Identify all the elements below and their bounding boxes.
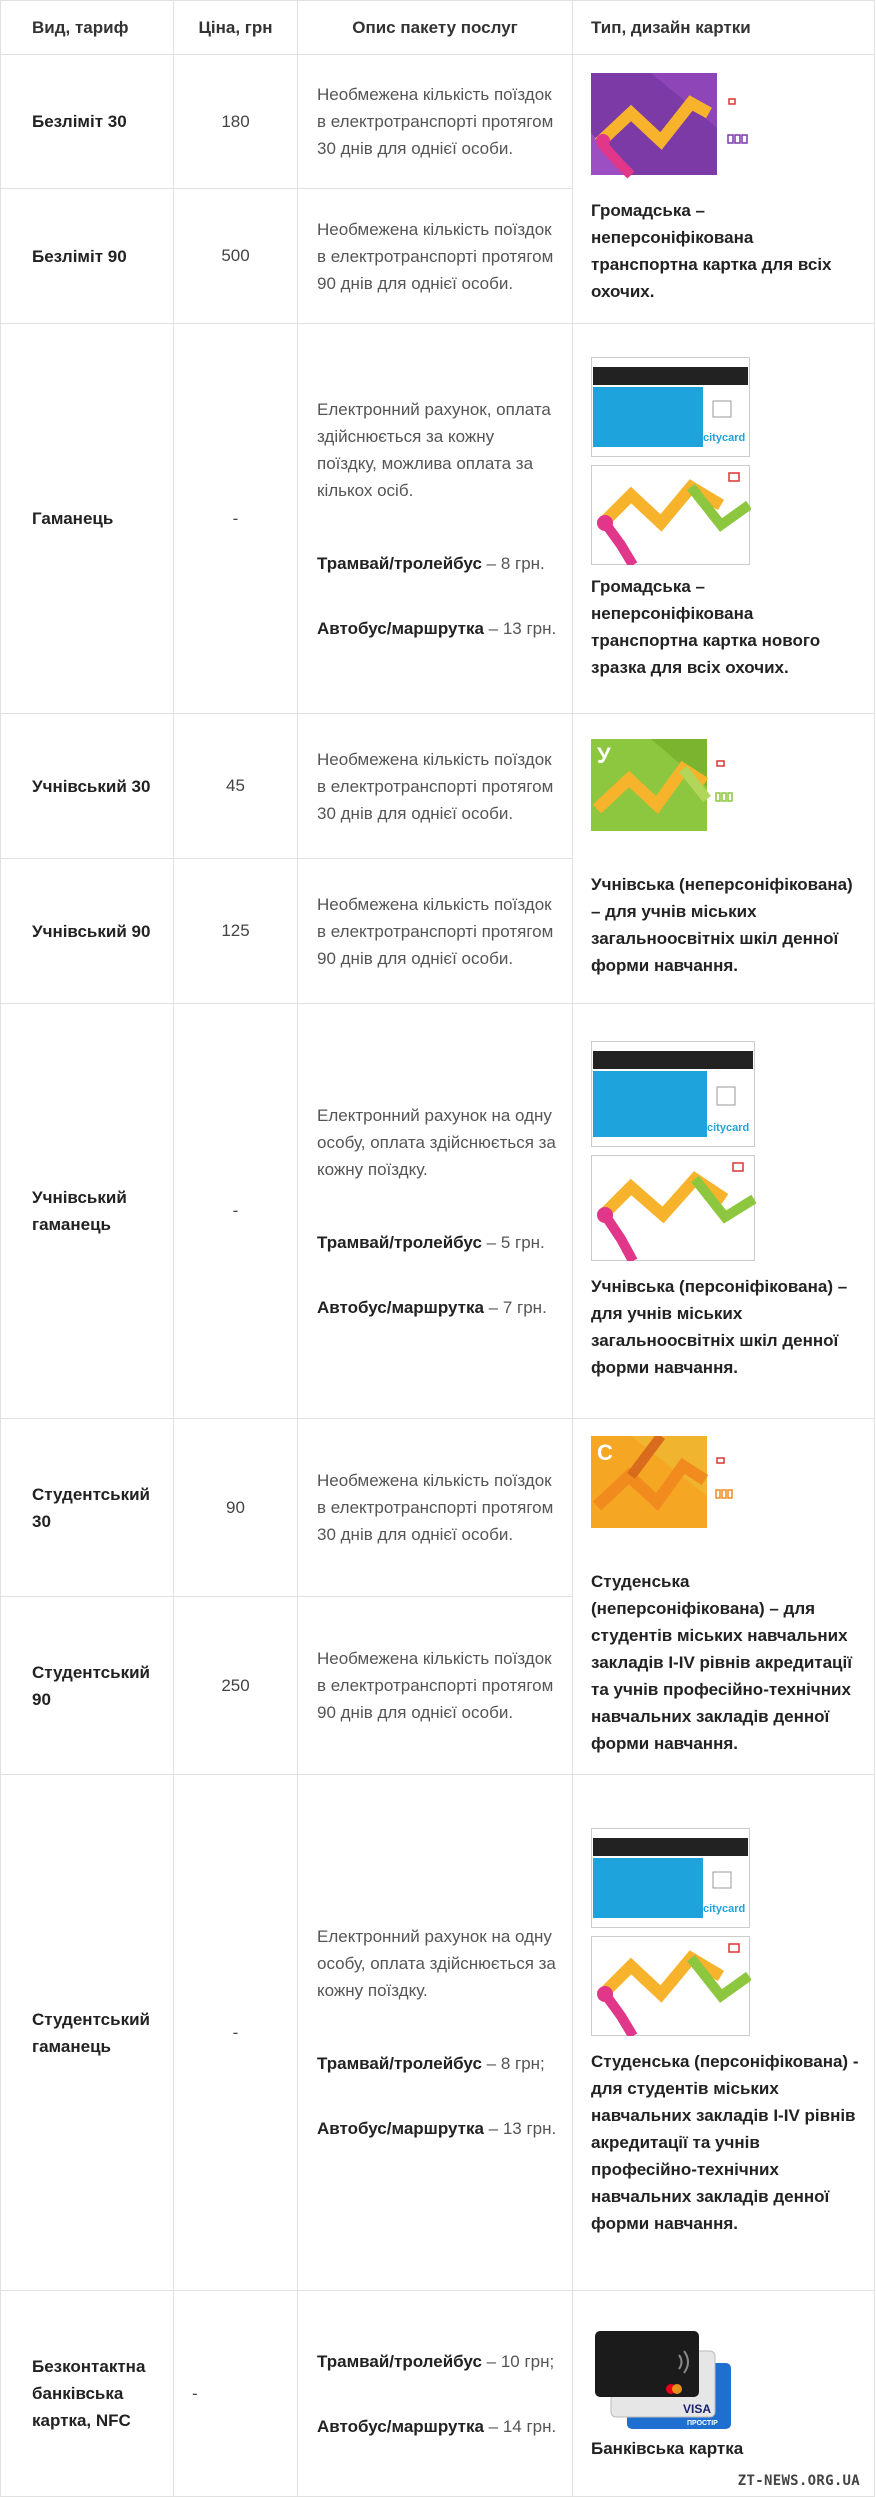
tariff-name: Безконтактна банківська картка, NFC <box>1 2291 174 2497</box>
tariff-name: Безліміт 90 <box>1 189 174 324</box>
card-design-student <box>573 1419 875 1775</box>
card-caption: Банківська картка <box>591 2439 744 2458</box>
school-card-image <box>591 739 741 835</box>
tariff-description: Необмежена кількість поїздок в електротранспорті протягом 90 днів для однієї особи. <box>298 859 573 1004</box>
card-design-bank <box>573 2291 875 2497</box>
table-row <box>1 2291 875 2497</box>
card-design-school-personal <box>573 1004 875 1419</box>
card-caption: Студенська (персоніфікована) - для студентів міських навчальних закладів І-IV рівнів акредитації та учнів професійно-технічних навчальних закладів денної форми навчання. <box>591 2052 859 2233</box>
tariff-price: 180 <box>174 55 298 189</box>
bank-card-image <box>591 2325 741 2435</box>
tariff-price: - <box>174 1775 298 2291</box>
header-type: Вид, тариф <box>1 1 174 55</box>
student-card-image <box>591 1436 741 1532</box>
header-card-design: Тип, дизайн картки <box>573 1 875 55</box>
tariff-description: Електронний рахунок на одну особу, оплата здійснюється за кожну поїздку. Трамвай/тролейбус – 5 грн. Автобус/маршрутка – 7 грн. <box>298 1004 573 1419</box>
card-caption: Громадська – неперсоніфікована транспортна картка для всіх охочих. <box>591 201 832 301</box>
tariff-price: 45 <box>174 714 298 859</box>
table-header-row <box>1 1 875 55</box>
card-caption: Учнівська (персоніфікована) – для учнів міських загальноосвітніх шкіл денної форми навчання. <box>591 1277 848 1377</box>
card-design-public <box>573 55 875 324</box>
tariff-name: Студентський гаманець <box>1 1775 174 2291</box>
tariff-description: Необмежена кількість поїздок в електротранспорті протягом 90 днів для однієї особи. <box>298 189 573 324</box>
citycard-back-image <box>591 1828 751 1928</box>
school-personal-card-image <box>591 1155 756 1261</box>
tariff-description: Трамвай/тролейбус – 10 грн; Автобус/маршрутка – 14 грн. <box>298 2291 573 2497</box>
card-design-public-new <box>573 324 875 714</box>
student-letter: С <box>597 1440 613 1465</box>
table-row <box>1 324 875 714</box>
public-new-card-image <box>591 465 751 565</box>
student-personal-card-image <box>591 1936 751 2036</box>
tariff-price: - <box>174 2291 298 2497</box>
citycard-back-image <box>591 1041 756 1147</box>
visa-logo: VISA <box>683 2402 712 2416</box>
tariff-price: 250 <box>174 1597 298 1775</box>
tariff-description: Необмежена кількість поїздок в електротранспорті протягом 30 днів для однієї особи. <box>298 55 573 189</box>
tariff-name: Безліміт 30 <box>1 55 174 189</box>
card-design-student-personal <box>573 1775 875 2291</box>
watermark: ZT-NEWS.ORG.UA <box>737 2473 860 2489</box>
tariff-price: 90 <box>174 1419 298 1597</box>
tariff-price: - <box>174 324 298 714</box>
tariff-description: Необмежена кількість поїздок в електротранспорті протягом 30 днів для однієї особи. <box>298 714 573 859</box>
table-row <box>1 55 875 189</box>
header-price: Ціна, грн <box>174 1 298 55</box>
tariff-name: Учнівський 90 <box>1 859 174 1004</box>
tariff-name: Гаманець <box>1 324 174 714</box>
tariff-price: 500 <box>174 189 298 324</box>
card-caption: Громадська – неперсоніфікована транспортна картка нового зразка для всіх охочих. <box>591 576 821 677</box>
prostir-logo: ПРОСТІР <box>687 2420 718 2427</box>
card-caption: Учнівська (неперсоніфікована) – для учнів міських загальноосвітніх шкіл денної форми навчання. <box>591 874 853 975</box>
table-row <box>1 714 875 859</box>
tariff-description: Необмежена кількість поїздок в електротранспорті протягом 30 днів для однієї особи. <box>298 1419 573 1597</box>
header-description: Опис пакету послуг <box>298 1 573 55</box>
tariff-name: Студентський 90 <box>1 1597 174 1775</box>
tariff-name: Студентський 30 <box>1 1419 174 1597</box>
tariff-description: Необмежена кількість поїздок в електротранспорті протягом 90 днів для однієї особи. <box>298 1597 573 1775</box>
tariff-description: Електронний рахунок на одну особу, оплата здійснюється за кожну поїздку. Трамвай/тролейбус – 8 грн; Автобус/маршрутка – 13 грн. <box>298 1775 573 2291</box>
tariff-name: Учнівський гаманець <box>1 1004 174 1419</box>
card-caption: Студенська (неперсоніфікована) – для студентів міських навчальних закладів І-IV рівнів акредитації та учнів професійно-технічних навчальних закладів денної форми навчання. <box>591 1572 853 1753</box>
public-card-image <box>591 73 751 179</box>
school-letter: У <box>597 742 611 768</box>
citycard-logo: citycard <box>703 1903 746 1915</box>
tariff-name: Учнівський 30 <box>1 714 174 859</box>
table-row <box>1 1775 875 2291</box>
citycard-logo: citycard <box>707 1122 750 1134</box>
citycard-back-image <box>591 357 751 457</box>
citycard-logo: citycard <box>703 431 746 444</box>
table-row <box>1 1419 875 1597</box>
tariff-price: 125 <box>174 859 298 1004</box>
tariff-price: - <box>174 1004 298 1419</box>
tariff-description: Електронний рахунок, оплата здійснюється за кожну поїздку, можлива оплата за кількох осіб. Трамвай/тролейбус – 8 грн. Автобус/маршрутка – 13 грн. <box>298 324 573 714</box>
card-design-school <box>573 714 875 1004</box>
table-row <box>1 1004 875 1419</box>
